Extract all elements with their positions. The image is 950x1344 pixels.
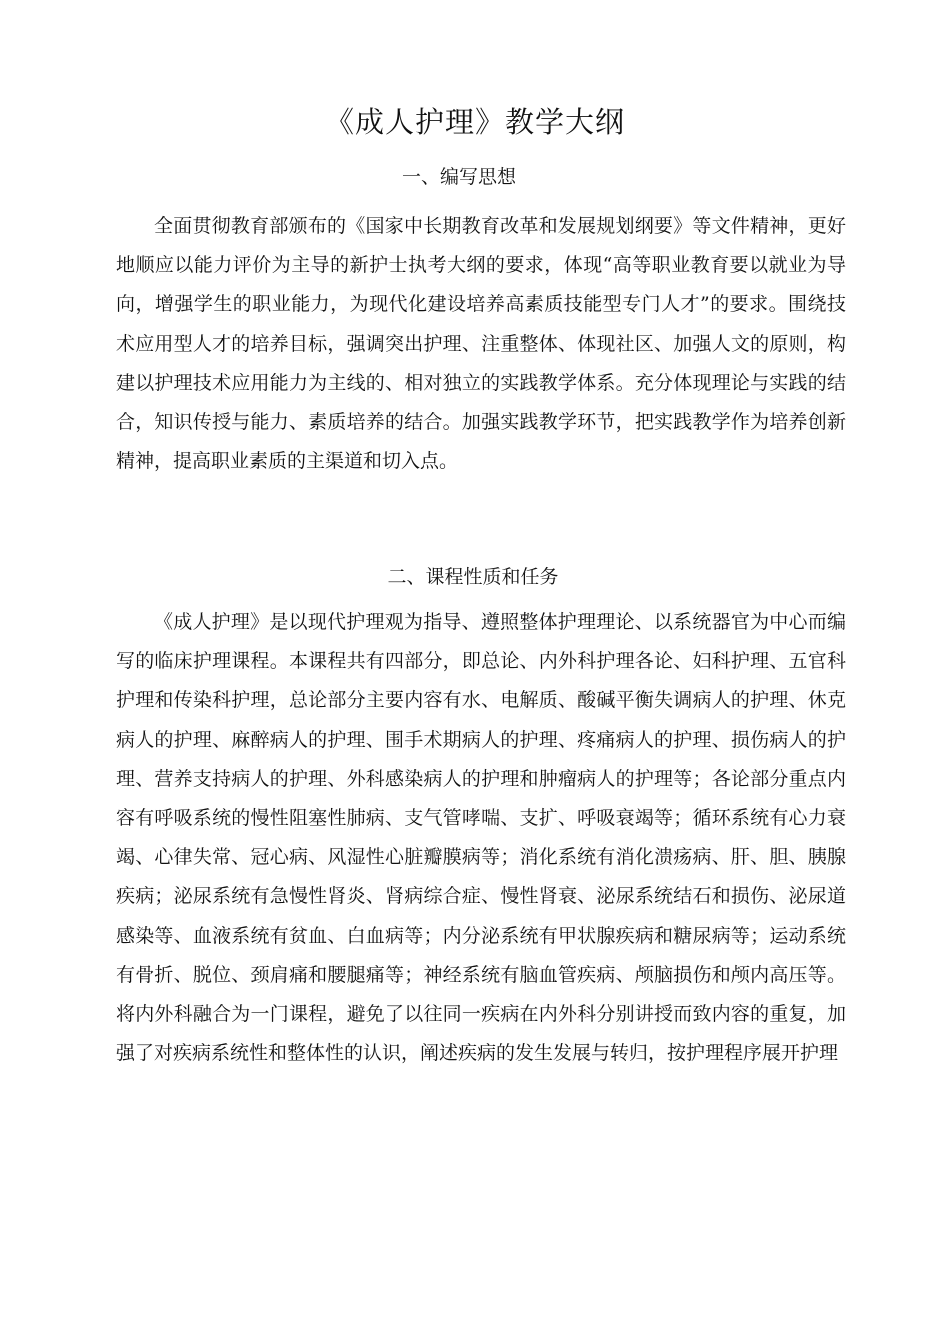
section-heading-writing-rationale: 一、编写思想: [401, 166, 516, 188]
section-heading-course-nature: 二、课程性质和任务: [387, 566, 559, 588]
section-paragraph-course-nature: 《成人护理》是以现代护理观为指导、遵照整体护理理论、以系统器官为中心而编写的临床护理课程。本课程共有四部分，即总论、内外科护理各论、妇科护理、五官科护理和传染科护理，总论部分主要内容有水、电解质、酸碱平衡失调病人的护理、休克病人的护理、麻醉病人的护理、围手术期病人的护理、疼痛病人的护理、损伤病人的护理、营养支持病人的护理、外科感染病人的护理和肿瘤病人的护理等；各论部分重点内容有呼吸系统的慢性阻塞性肺病、支气管哮喘、支扩、呼吸衰竭等；循环系统有心力衰竭、心律失常、冠心病、风湿性心脏瓣膜病等；消化系统有消化溃疡病、肝、胆、胰腺疾病；泌尿系统有急慢性肾炎、肾病综合症、慢性肾衰、泌尿系统结石和损伤、泌尿道感染等、血液系统有贫血、白血病等；内分泌系统有甲状腺疾病和糖尿病等；运动系统有骨折、脱位、颈肩痛和腰腿痛等；神经系统有脑血管疾病、颅脑损伤和颅内高压等。将内外科融合为一门课程，避免了以往同一疾病在内外科分别讲授而致内容的重复，加强了对疾病系统性和整体性的认识，阐述疾病的发生发展与转归，按护理程序展开护理: [116, 611, 846, 1065]
document-title: 《成人护理》教学大纲: [324, 105, 625, 139]
section-paragraph-writing-rationale: 全面贯彻教育部颁布的《国家中长期教育改革和发展规划纲要》等文件精神，更好地顺应以能力评价为主导的新护士执考大纲的要求，体现“高等职业教育要以就业为导向，增强学生的职业能力，为现代化建设培养高素质技能型专门人才”的要求。围绕技术应用型人才的培养目标，强调突出护理、注重整体、体现社区、加强人文的原则，构建以护理技术应用能力为主线的、相对独立的实践教学体系。充分体现理论与实践的结合，知识传授与能力、素质培养的结合。加强实践教学环节，把实践教学作为培养创新精神，提高职业素质的主渠道和切入点。: [116, 215, 846, 473]
